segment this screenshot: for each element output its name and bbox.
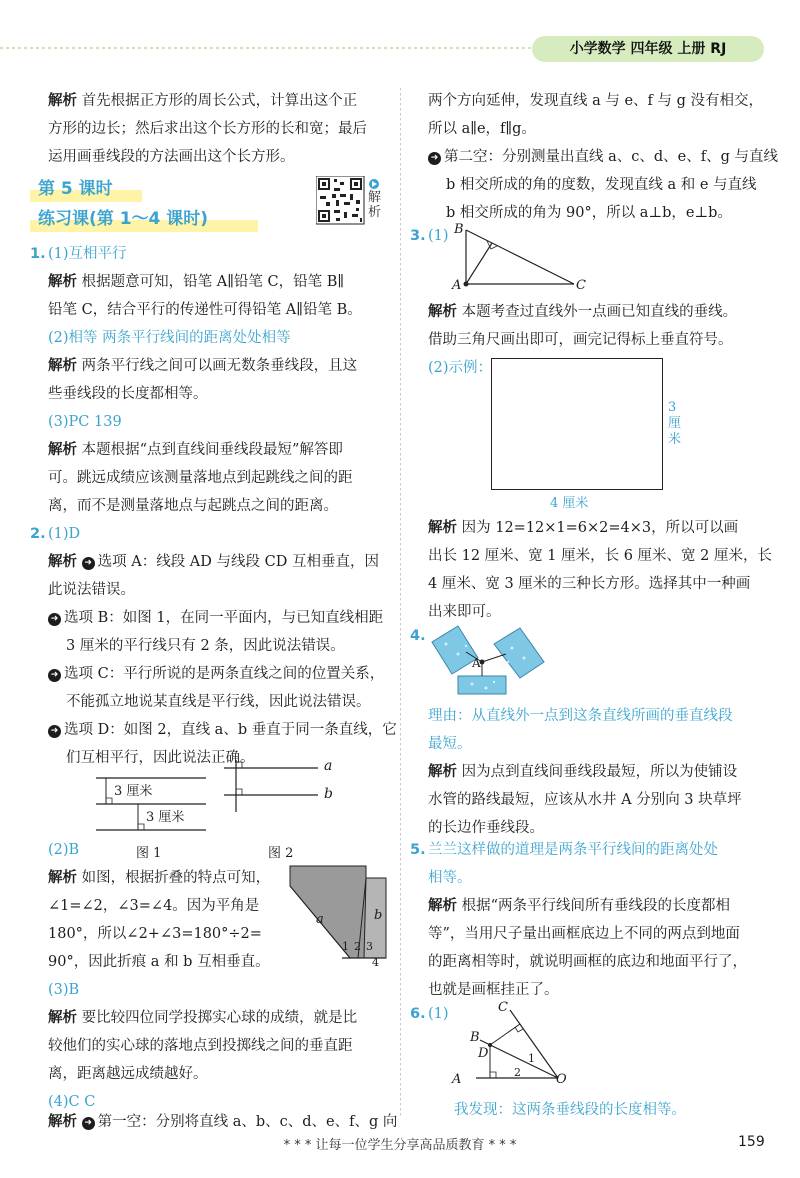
- q2-explain-3b: 较他们的实心球的落地点到投掷线之间的垂直距: [48, 1038, 353, 1054]
- q4-explain-c: 的长边作垂线段。: [428, 820, 544, 836]
- q6-number: 6.: [410, 1006, 426, 1022]
- q3-rectangle: [491, 358, 663, 490]
- q4-well-label: A: [472, 656, 481, 670]
- figure-2-caption: 图 2: [268, 846, 294, 861]
- q5-explain-b: 等”，当用尺子量出画框底边上不同的两点到地面: [428, 926, 740, 942]
- q5-explain-a: 解析 根据“两条平行线间所有垂线段的长度都相: [428, 898, 731, 914]
- q6-label-a: A: [452, 1072, 462, 1087]
- lesson-title: 第 5 课时: [38, 179, 113, 199]
- arrow-icon: ➜: [428, 152, 441, 165]
- q3-label-b: B: [454, 222, 464, 237]
- q4-explain-a: 解析 因为点到直线间垂线段最短，所以为使铺设: [428, 764, 738, 780]
- q6-label-b: B: [470, 1030, 480, 1045]
- lesson-heading: [30, 176, 260, 232]
- q3-rect-height: 3 厘米: [668, 400, 682, 447]
- left-intro-line-2: 方形的边长；然后求出这个长方形的长和宽；最后: [48, 121, 367, 137]
- arrow-icon: ➜: [82, 1117, 95, 1130]
- q3-answer-2: (2)示例：: [428, 360, 493, 376]
- q2-explain-2b: ∠1=∠2，∠3=∠4。因为平角是: [48, 898, 260, 914]
- q1-answer-1: (1)互相平行: [48, 246, 127, 262]
- q2-answer-1: (1)D: [48, 526, 81, 542]
- q3-explain-1b: 借助三角尺画出即可，画完记得标上垂直符号。: [428, 332, 733, 348]
- q6-angle-2: 2: [514, 1066, 521, 1079]
- q4-lawn-figure: [428, 624, 558, 698]
- q5-answer-2: 相等。: [428, 870, 472, 886]
- q2-option-d-1: ➜ 选项 D：如图 2，直线 a、b 垂直于同一条直线，它: [48, 716, 397, 744]
- right-cont-4: b 相交所成的角的度数，发现直线 a 和 e 与直线: [446, 177, 757, 193]
- q1-explain-1a: 解析 根据题意可知，铅笔 A∥铅笔 C，铅笔 B∥: [48, 274, 345, 290]
- q2-explain-2a: 解析 如图，根据折叠的特点可知，: [48, 870, 271, 886]
- q2-answer-4: (4)C C: [48, 1094, 96, 1110]
- q6-label-d: D: [478, 1046, 489, 1061]
- q3-number: 3.: [410, 228, 426, 244]
- q6-label-o: O: [556, 1072, 567, 1087]
- q6-answer-1: (1): [428, 1006, 449, 1022]
- q3-triangle: [456, 226, 596, 292]
- arrow-icon: ➜: [48, 613, 61, 626]
- fold-angle-4: 4: [372, 956, 379, 969]
- right-cont-5: b 相交所成的角为 90°，所以 a⊥b，e⊥b。: [446, 205, 732, 221]
- q3-rect-width: 4 厘米: [550, 496, 589, 511]
- q4-reason-2: 最短。: [428, 736, 472, 752]
- q1-explain-3a: 解析 本题根据“点到直线间垂线段最短”解答即: [48, 442, 343, 458]
- header-badge: 小学数学 四年级 上册 RJ: [532, 36, 764, 62]
- figure-2-label-b: b: [324, 786, 333, 802]
- fold-label-b: b: [374, 908, 383, 923]
- left-intro-line-1: 解析 首先根据正方形的周长公式，计算出这个正: [48, 93, 358, 109]
- q3-explain-1a: 解析 本题考查过直线外一点画已知直线的垂线。: [428, 304, 738, 320]
- lesson-subtitle: 练习课(第 1～4 课时): [38, 209, 209, 229]
- footer-slogan: * * * 让每一位学生分享高品质教育 * * *: [283, 1138, 517, 1153]
- q1-explain-2a: 解析 两条平行线之间可以画无数条垂线段，且这: [48, 358, 358, 374]
- q1-answer-2: (2)相等 两条平行线间的距离处处相等: [48, 330, 291, 346]
- figure-1-caption: 图 1: [136, 846, 162, 861]
- q1-number: 1.: [30, 246, 46, 262]
- q2-option-d-2: 们互相平行，因此说法正确。: [66, 750, 255, 766]
- q2-explain-1a: 解析 ➜ 选项 A：线段 AD 与线段 CD 互相垂直，因: [48, 554, 379, 570]
- q2-option-c-1: ➜ 选项 C：平行所说的是两条直线之间的位置关系，: [48, 660, 384, 688]
- right-cont-1: 两个方向延伸，发现直线 a 与 e、f 与 g 没有相交，: [428, 93, 764, 109]
- q2-explain-2d: 90°，因此折痕 a 和 b 互相垂直。: [48, 954, 270, 970]
- q2-explain-3c: 离，距离越远成绩越好。: [48, 1066, 208, 1082]
- q4-number: 4.: [410, 628, 426, 644]
- arrow-icon: ➜: [48, 669, 61, 682]
- q4-reason-1: 理由：从直线外一点到这条直线所画的垂直线段: [428, 708, 733, 724]
- q1-explain-2b: 些垂线段的长度都相等。: [48, 386, 208, 402]
- q2-option-b-1: ➜ 选项 B：如图 1，在同一平面内，与已知直线相距: [48, 604, 383, 632]
- q5-explain-d: 也就是画框挂正了。: [428, 982, 559, 998]
- q1-explain-1b: 铅笔 C，结合平行的传递性可得铅笔 A∥铅笔 B。: [48, 302, 362, 318]
- figure-1-label-2: 3 厘米: [146, 810, 185, 825]
- q4-explain-b: 水管的路线最短，应该从水井 A 分别向 3 块草坪: [428, 792, 742, 808]
- figure-2: [222, 760, 322, 836]
- q3-explain-2c: 4 厘米、宽 3 厘米的三种长方形。选择其中一种画: [428, 576, 751, 592]
- q2-explain-3a: 解析 要比较四位同学投掷实心球的成绩，就是比: [48, 1010, 358, 1026]
- q3-explain-2d: 出来即可。: [428, 604, 501, 620]
- q3-label-c: C: [576, 278, 586, 293]
- q3-explain-2a: 解析 因为 12=12×1=6×2=4×3，所以可以画: [428, 520, 739, 536]
- q3-label-a: A: [452, 278, 462, 293]
- fold-angle-3: 3: [366, 940, 373, 953]
- q3-explain-2b: 出长 12 厘米、宽 1 厘米，长 6 厘米、宽 2 厘米，长: [428, 548, 772, 564]
- q5-answer-1: 兰兰这样做的道理是两条平行线间的距离处处: [428, 842, 718, 858]
- q3-answer-1: (1): [428, 228, 449, 244]
- q2-explain-1b: 此说法错误。: [48, 582, 135, 598]
- right-cont-2: 所以 a∥e，f∥g。: [428, 121, 536, 137]
- q5-explain-c: 的距离相等时，就说明画框的底边和地面平行了，: [428, 954, 747, 970]
- q1-explain-3b: 可。跳远成绩应该测量落地点到起跳线之间的距: [48, 470, 353, 486]
- header-rule: [0, 47, 532, 49]
- q1-answer-3: (3)PC 139: [48, 414, 122, 430]
- q2-option-c-2: 不能孤立地说某直线是平行线，因此说法错误。: [66, 694, 371, 710]
- q1-explain-3c: 离，而不是测量落地点与起跳点之间的距离。: [48, 498, 338, 514]
- figure-1-label-1: 3 厘米: [114, 784, 153, 799]
- q6-angle-1: 1: [528, 1052, 535, 1065]
- q2-explain-2c: 180°，所以∠2+∠3=180°÷2=: [48, 926, 262, 942]
- fold-label-a: a: [316, 912, 324, 927]
- fold-angle-2: 2: [354, 940, 361, 953]
- column-divider: [400, 88, 401, 1118]
- figure-2-label-a: a: [324, 758, 333, 774]
- q2-answer-3: (3)B: [48, 982, 80, 998]
- q6-finding: 我发现：这两条垂线段的长度相等。: [454, 1102, 686, 1118]
- left-intro-line-3: 运用画垂线段的方法画出这个长方形。: [48, 149, 295, 165]
- q6-label-c: C: [498, 1000, 508, 1015]
- page-number: 159: [738, 1134, 765, 1150]
- q2-explain-4a: 解析 ➜ 第一空：分别将直线 a、b、c、d、e、f、g 向: [48, 1114, 398, 1130]
- fold-angle-1: 1: [342, 940, 349, 953]
- q2-answer-2: (2)B: [48, 842, 80, 858]
- right-cont-3: ➜ 第二空：分别测量出直线 a、c、d、e、f、g 与直线: [428, 143, 778, 171]
- qr-label: 解析: [368, 190, 382, 220]
- q2-number: 2.: [30, 526, 46, 542]
- arrow-icon: ➜: [48, 725, 61, 738]
- q5-number: 5.: [410, 842, 426, 858]
- q2-option-b-2: 3 厘米的平行线只有 2 条，因此说法错误。: [66, 638, 345, 654]
- arrow-icon: ➜: [82, 557, 95, 570]
